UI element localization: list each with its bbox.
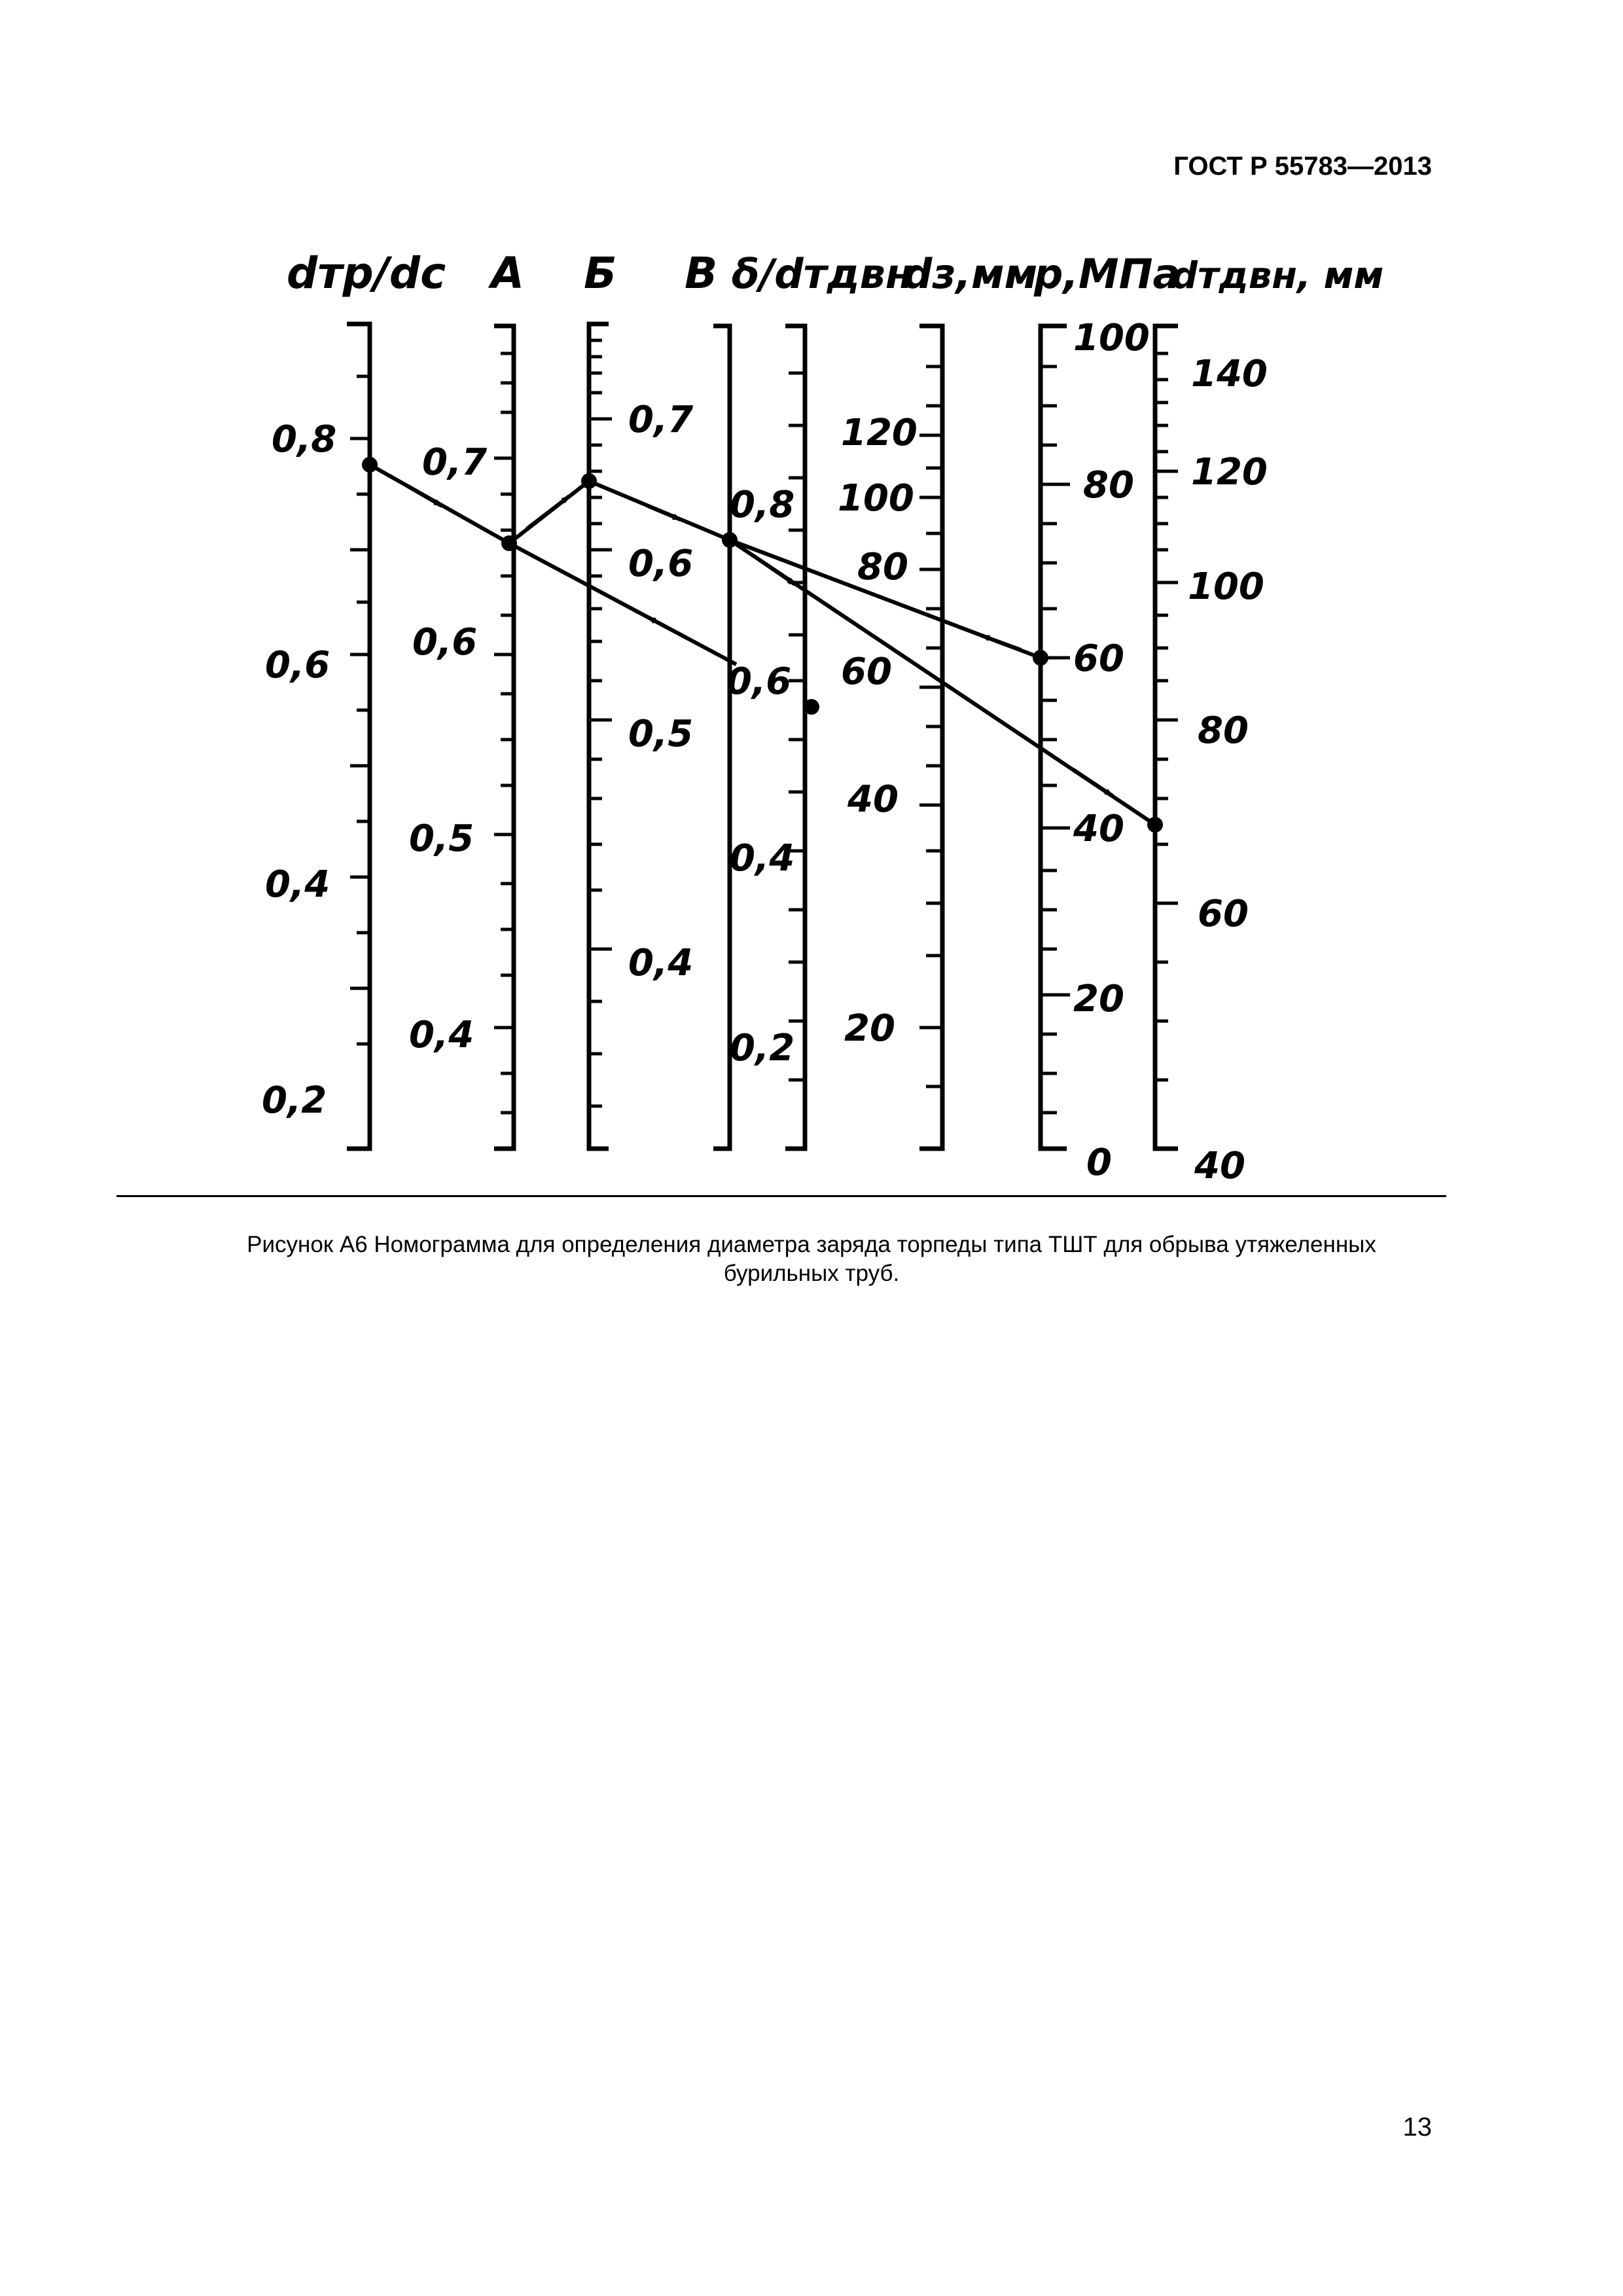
document-code: ГОСТ Р 55783—2013 — [1173, 152, 1432, 181]
key-point — [362, 457, 378, 473]
ticks-dz — [919, 367, 942, 1086]
tick-label: 0,5 — [409, 817, 474, 860]
tick-label: 0,6 — [412, 621, 478, 664]
tick-label: 100 — [838, 477, 914, 520]
key-arrow — [982, 636, 1021, 650]
page-number: 13 — [1402, 2113, 1432, 2142]
tick-label: 0,8 — [730, 484, 795, 526]
axis-title-delta-dtdvn: δ/dтдвн — [732, 250, 914, 298]
figure-caption — [118, 1230, 1505, 1288]
tick-label: 80 — [1083, 464, 1134, 507]
caption-line-2: бурильных труб. — [723, 1261, 900, 1286]
tick-label: 40 — [847, 778, 899, 821]
tick-label: 60 — [841, 651, 892, 693]
key-point — [722, 532, 738, 548]
tick-label: 0,5 — [628, 713, 694, 755]
key-arrow — [648, 617, 687, 638]
key-point — [1033, 650, 1048, 666]
tick-label: 0,6 — [265, 644, 330, 687]
tick-label: 20 — [844, 1007, 895, 1050]
axis-title-dtdvn-text: dтдвн, мм — [1171, 255, 1384, 297]
ticks-dtdvn — [1155, 353, 1178, 1080]
key-arrow — [1073, 770, 1113, 796]
tick-label: 0,4 — [730, 837, 795, 880]
scale-dz — [919, 326, 942, 1149]
scale-dtdvn — [1155, 326, 1178, 1149]
tick-label: 120 — [1191, 451, 1268, 493]
tick-label: 100 — [1073, 317, 1150, 359]
axis-title-dtdvn — [1171, 255, 1383, 297]
axis-title-b: Б — [584, 248, 617, 298]
tick-label: 0,2 — [730, 1027, 795, 1069]
tick-label: 0,6 — [726, 660, 792, 703]
tick-label: 60 — [1073, 637, 1124, 680]
key-line — [509, 543, 736, 664]
tick-label: 80 — [1198, 709, 1249, 752]
tick-label: 0,4 — [265, 863, 330, 906]
scale-b — [589, 324, 609, 1149]
scale-dtp-dc — [347, 324, 370, 1149]
tick-label: 0 — [1086, 1141, 1112, 1184]
scale-v — [713, 326, 730, 1149]
key-arrow — [648, 506, 681, 520]
tick-label: 0,4 — [628, 942, 694, 984]
key-arrow — [406, 485, 442, 506]
axis-title-p: р,МПа — [1034, 250, 1181, 298]
axis-title-dz: dз,мм — [903, 250, 1038, 298]
caption-line-1: Рисунок А6 Номограмма для определения диаметра заряда торпеды типа ТШТ для обрыва утяжеленных — [247, 1232, 1376, 1257]
axis-title-dtp-dc: dтр/dc — [287, 248, 446, 298]
ticks-b — [589, 340, 612, 1106]
tick-label: 140 — [1191, 353, 1268, 395]
ticks-a — [494, 353, 514, 1113]
tick-label: 0,7 — [628, 399, 694, 441]
key-point — [804, 699, 819, 715]
axis-title-v: В — [685, 248, 718, 298]
ticks-delta-dtdvn — [789, 373, 805, 1080]
key-arrow — [527, 496, 569, 529]
scale-p — [1041, 326, 1067, 1149]
tick-label: 60 — [1198, 893, 1249, 935]
scale-delta-dtdvn — [785, 326, 805, 1149]
tick-label: 20 — [1073, 978, 1124, 1020]
scale-a — [494, 326, 514, 1149]
key-point — [1147, 817, 1163, 833]
tick-label: 40 — [1194, 1145, 1245, 1187]
tick-label: 100 — [1188, 565, 1264, 608]
tick-label: 120 — [841, 412, 918, 454]
axis-titles — [287, 248, 1383, 298]
key-point — [581, 473, 597, 489]
tick-label: 0,6 — [628, 543, 694, 585]
tick-label: 0,7 — [422, 441, 488, 484]
axis-title-a: А — [491, 248, 525, 298]
tick-labels — [262, 317, 1268, 1187]
ticks-p — [1041, 367, 1070, 1113]
tick-label: 0,8 — [272, 418, 337, 461]
figure-divider — [116, 1195, 1446, 1197]
tick-label: 80 — [857, 546, 908, 588]
tick-label: 0,4 — [409, 1014, 474, 1056]
ticks-dtp-dc — [350, 376, 370, 1044]
key-point — [501, 535, 517, 551]
tick-label: 0,2 — [262, 1079, 327, 1122]
tick-label: 40 — [1073, 808, 1124, 850]
